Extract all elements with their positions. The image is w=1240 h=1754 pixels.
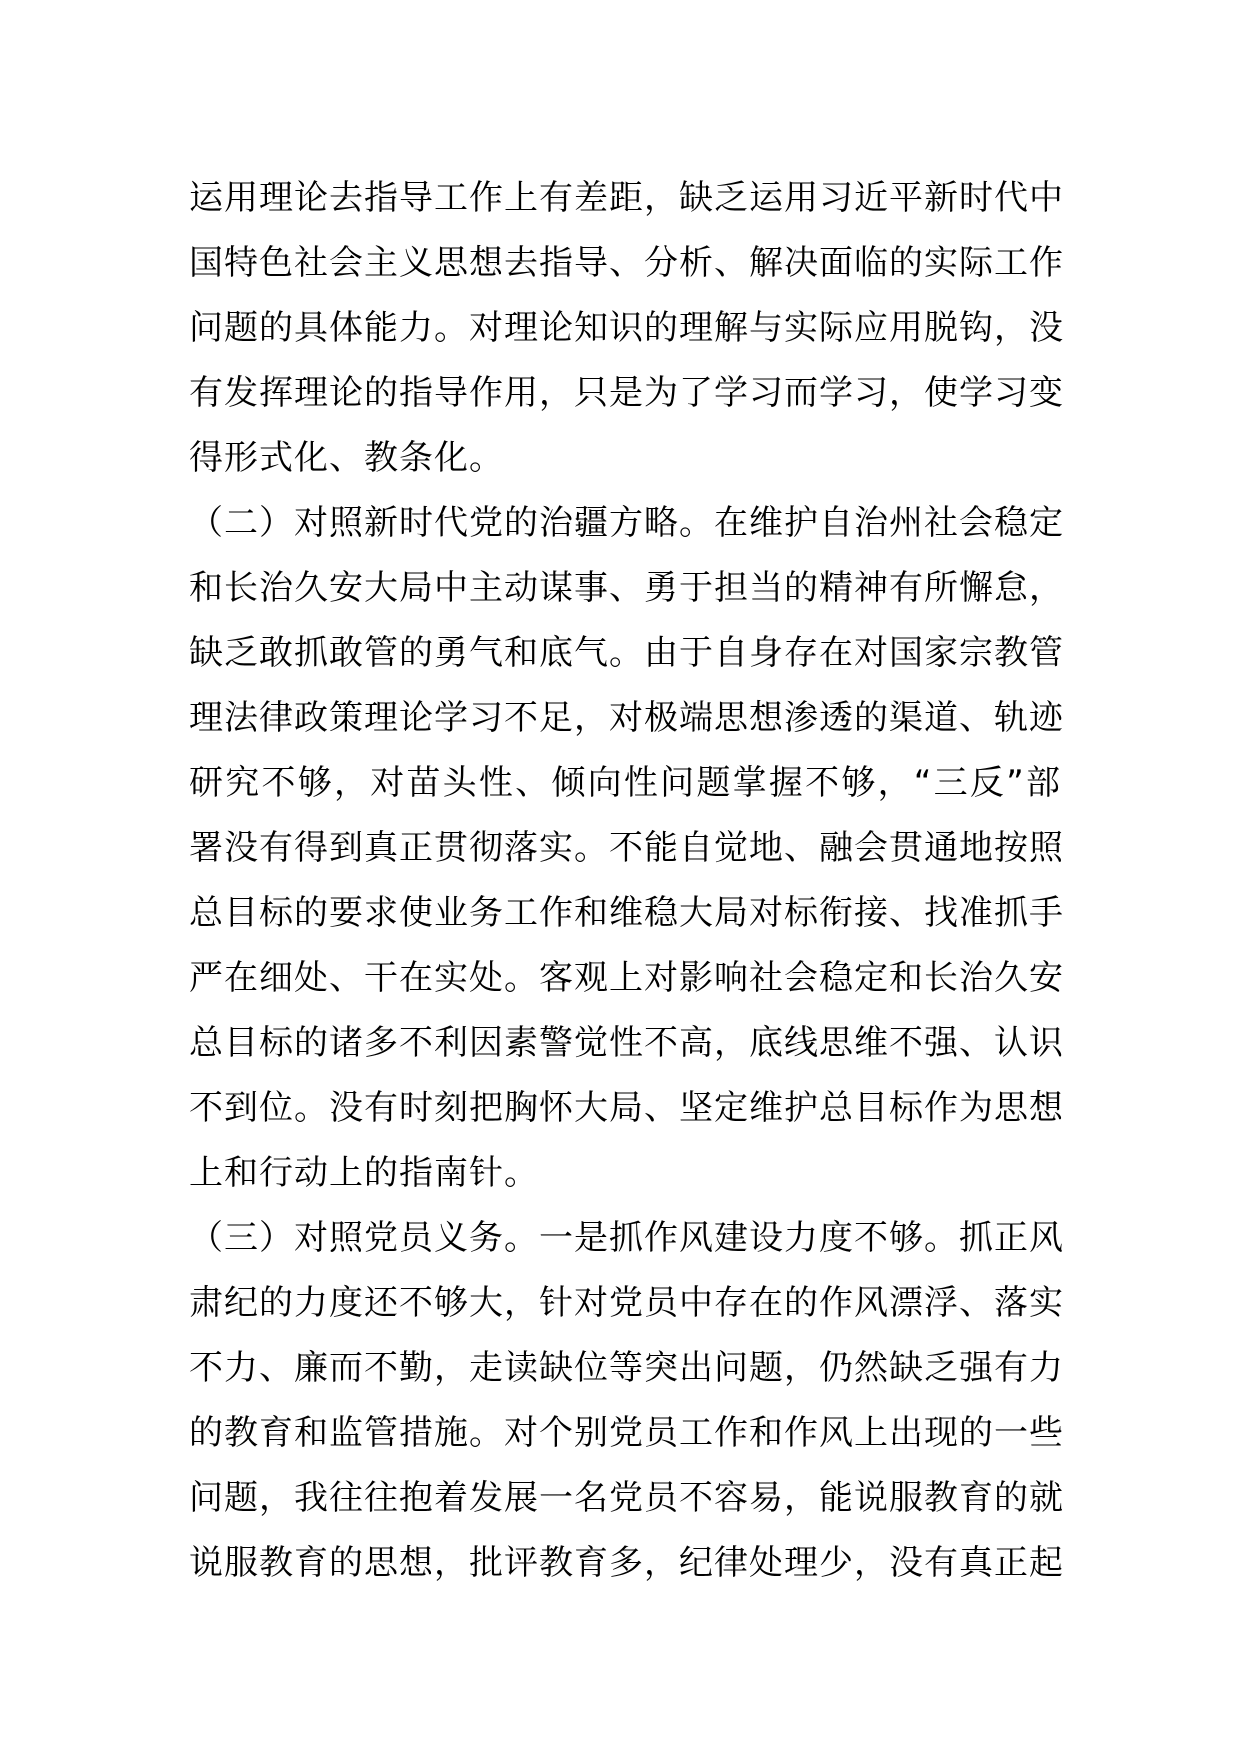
text-line: 严在细处、干在实处。客观上对影响社会稳定和长治久安 xyxy=(189,958,1064,998)
text-line: 缺乏敢抓敢管的勇气和底气。由于自身存在对国家宗教管 xyxy=(189,633,1064,673)
text-line: 说服教育的思想，批评教育多，纪律处理少，没有真正起 xyxy=(189,1543,1064,1583)
text-line: 有发挥理论的指导作用，只是为了学习而学习，使学习变 xyxy=(189,373,1064,413)
body-text xyxy=(189,166,1064,1596)
text-line: 问题的具体能力。对理论知识的理解与实际应用脱钩，没 xyxy=(189,308,1064,348)
text-line: 肃纪的力度还不够大，针对党员中存在的作风漂浮、落实 xyxy=(189,1283,1064,1323)
text-line: 署没有得到真正贯彻落实。不能自觉地、融会贯通地按照 xyxy=(189,828,1064,868)
text-line: 国特色社会主义思想去指导、分析、解决面临的实际工作 xyxy=(189,243,1064,283)
text-line: 总目标的诸多不利因素警觉性不高，底线思维不强、认识 xyxy=(189,1023,1064,1063)
section-heading-line: （三）对照党员义务。一是抓作风建设力度不够。抓正风 xyxy=(189,1218,1064,1258)
text-line: 不到位。没有时刻把胸怀大局、坚定维护总目标作为思想 xyxy=(189,1088,1064,1128)
section-heading-line: （二）对照新时代党的治疆方略。在维护自治州社会稳定 xyxy=(189,503,1064,543)
text-line: 和长治久安大局中主动谋事、勇于担当的精神有所懈怠， xyxy=(189,568,1064,608)
text-line: 得形式化、教条化。 xyxy=(189,438,504,478)
text-line: 理法律政策理论学习不足，对极端思想渗透的渠道、轨迹 xyxy=(189,698,1064,738)
text-line: 问题，我往往抱着发展一名党员不容易，能说服教育的就 xyxy=(189,1478,1064,1518)
text-line: 不力、廉而不勤，走读缺位等突出问题，仍然缺乏强有力 xyxy=(189,1348,1064,1388)
text-line: 研究不够，对苗头性、倾向性问题掌握不够，“三反”部 xyxy=(189,763,1061,803)
text-line: 的教育和监管措施。对个别党员工作和作风上出现的一些 xyxy=(189,1413,1064,1453)
text-line: 运用理论去指导工作上有差距，缺乏运用习近平新时代中 xyxy=(189,178,1064,218)
text-line: 总目标的要求使业务工作和维稳大局对标衔接、找准抓手 xyxy=(189,893,1064,933)
text-line: 上和行动上的指南针。 xyxy=(189,1153,539,1193)
